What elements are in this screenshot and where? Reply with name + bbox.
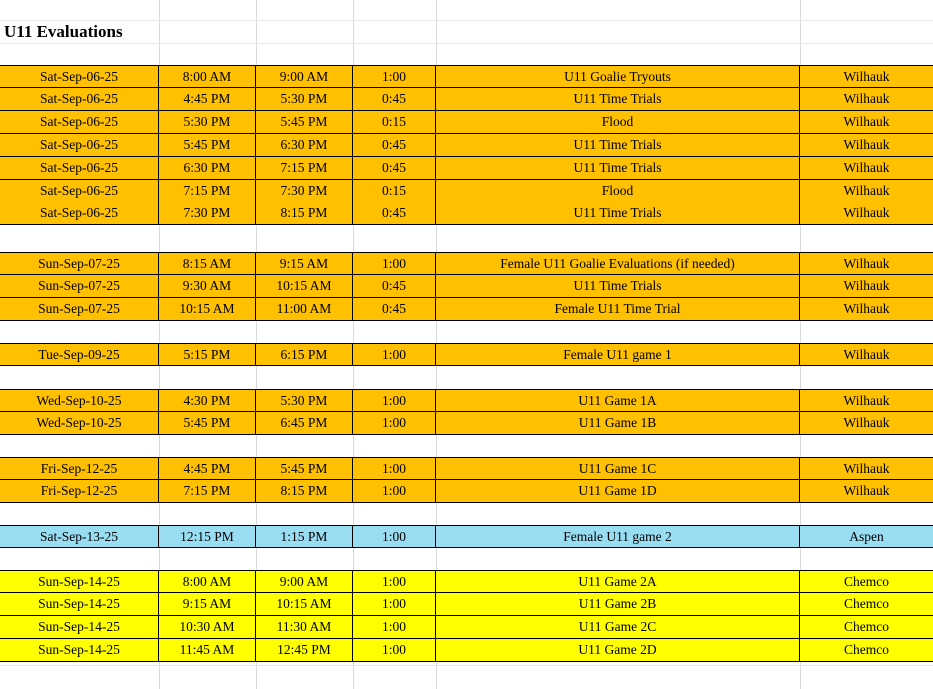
start-time-cell[interactable]: 4:30 PM bbox=[159, 389, 256, 412]
event-cell[interactable]: U11 Game 1C bbox=[436, 457, 800, 480]
duration-cell[interactable]: 1:00 bbox=[353, 457, 436, 480]
event-cell[interactable]: Female U11 game 1 bbox=[436, 343, 800, 366]
duration-cell[interactable]: 1:00 bbox=[353, 616, 436, 639]
schedule-row bbox=[0, 525, 933, 548]
schedule-row bbox=[0, 480, 933, 503]
event-cell[interactable]: U11 Game 2C bbox=[436, 616, 800, 639]
arena-cell[interactable]: Wilhauk bbox=[800, 134, 933, 157]
start-time-cell[interactable]: 10:15 AM bbox=[159, 298, 256, 321]
event-cell[interactable]: U11 Time Trials bbox=[436, 157, 800, 180]
schedule-row bbox=[0, 570, 933, 593]
end-time-cell[interactable]: 8:15 PM bbox=[256, 202, 353, 225]
date-cell[interactable]: Sun-Sep-14-25 bbox=[0, 593, 159, 616]
date-cell[interactable]: Sun-Sep-14-25 bbox=[0, 616, 159, 639]
date-cell[interactable]: Sun-Sep-07-25 bbox=[0, 275, 159, 298]
start-time-cell[interactable]: 9:30 AM bbox=[159, 275, 256, 298]
end-time-cell[interactable]: 12:45 PM bbox=[256, 639, 353, 662]
date-cell[interactable]: Sun-Sep-07-25 bbox=[0, 298, 159, 321]
arena-cell[interactable]: Chemco bbox=[800, 593, 933, 616]
date-cell[interactable]: Fri-Sep-12-25 bbox=[0, 457, 159, 480]
duration-cell[interactable]: 1:00 bbox=[353, 252, 436, 275]
arena-cell[interactable]: Wilhauk bbox=[800, 298, 933, 321]
duration-cell[interactable]: 1:00 bbox=[353, 593, 436, 616]
date-cell[interactable]: Sun-Sep-14-25 bbox=[0, 570, 159, 593]
start-time-cell[interactable]: 9:15 AM bbox=[159, 593, 256, 616]
schedule-row bbox=[0, 180, 933, 203]
date-cell[interactable]: Sat-Sep-06-25 bbox=[0, 134, 159, 157]
event-cell[interactable]: U11 Game 1D bbox=[436, 480, 800, 503]
arena-cell[interactable]: Wilhauk bbox=[800, 157, 933, 180]
event-cell[interactable]: Flood bbox=[436, 180, 800, 203]
duration-cell[interactable]: 0:45 bbox=[353, 88, 436, 111]
duration-cell[interactable]: 0:45 bbox=[353, 275, 436, 298]
start-time-cell[interactable]: 7:30 PM bbox=[159, 202, 256, 225]
arena-cell[interactable]: Chemco bbox=[800, 616, 933, 639]
schedule-row bbox=[0, 252, 933, 275]
schedule-row bbox=[0, 343, 933, 366]
date-cell[interactable]: Sat-Sep-13-25 bbox=[0, 525, 159, 548]
start-time-cell[interactable]: 11:45 AM bbox=[159, 639, 256, 662]
end-time-cell[interactable]: 5:30 PM bbox=[256, 88, 353, 111]
schedule-row bbox=[0, 65, 933, 88]
end-time-cell[interactable]: 10:15 AM bbox=[256, 275, 353, 298]
arena-cell[interactable]: Chemco bbox=[800, 639, 933, 662]
event-cell[interactable]: U11 Game 1A bbox=[436, 389, 800, 412]
duration-cell[interactable]: 0:15 bbox=[353, 180, 436, 203]
arena-cell[interactable]: Wilhauk bbox=[800, 389, 933, 412]
start-time-cell[interactable]: 5:45 PM bbox=[159, 412, 256, 435]
arena-cell[interactable]: Aspen bbox=[800, 525, 933, 548]
duration-cell[interactable]: 0:15 bbox=[353, 111, 436, 134]
end-time-cell[interactable]: 11:30 AM bbox=[256, 616, 353, 639]
duration-cell[interactable]: 1:00 bbox=[353, 525, 436, 548]
date-cell[interactable]: Tue-Sep-09-25 bbox=[0, 343, 159, 366]
arena-cell[interactable]: Wilhauk bbox=[800, 343, 933, 366]
event-cell[interactable]: U11 Game 2A bbox=[436, 570, 800, 593]
event-cell[interactable]: Female U11 Time Trial bbox=[436, 298, 800, 321]
schedule-row bbox=[0, 202, 933, 225]
date-cell[interactable]: Fri-Sep-12-25 bbox=[0, 480, 159, 503]
end-time-cell[interactable]: 7:30 PM bbox=[256, 180, 353, 203]
arena-cell[interactable]: Wilhauk bbox=[800, 252, 933, 275]
schedule-row bbox=[0, 593, 933, 616]
date-cell[interactable]: Sat-Sep-06-25 bbox=[0, 180, 159, 203]
start-time-cell[interactable]: 8:00 AM bbox=[159, 65, 256, 88]
date-cell[interactable]: Sat-Sep-06-25 bbox=[0, 157, 159, 180]
schedule-row bbox=[0, 88, 933, 111]
arena-cell[interactable]: Wilhauk bbox=[800, 275, 933, 298]
end-time-cell[interactable]: 9:00 AM bbox=[256, 570, 353, 593]
start-time-cell[interactable]: 12:15 PM bbox=[159, 525, 256, 548]
arena-cell[interactable]: Chemco bbox=[800, 570, 933, 593]
event-cell[interactable]: U11 Game 2D bbox=[436, 639, 800, 662]
event-cell[interactable]: Flood bbox=[436, 111, 800, 134]
end-time-cell[interactable]: 10:15 AM bbox=[256, 593, 353, 616]
end-time-cell[interactable]: 5:30 PM bbox=[256, 389, 353, 412]
end-time-cell[interactable]: 6:45 PM bbox=[256, 412, 353, 435]
end-time-cell[interactable]: 9:00 AM bbox=[256, 65, 353, 88]
event-cell[interactable]: U11 Goalie Tryouts bbox=[436, 65, 800, 88]
end-time-cell[interactable]: 11:00 AM bbox=[256, 298, 353, 321]
date-cell[interactable]: Wed-Sep-10-25 bbox=[0, 389, 159, 412]
date-cell[interactable]: Sat-Sep-06-25 bbox=[0, 202, 159, 225]
event-cell[interactable]: U11 Time Trials bbox=[436, 88, 800, 111]
schedule-row bbox=[0, 275, 933, 298]
date-cell[interactable]: Wed-Sep-10-25 bbox=[0, 412, 159, 435]
event-cell[interactable]: U11 Time Trials bbox=[436, 275, 800, 298]
start-time-cell[interactable]: 4:45 PM bbox=[159, 457, 256, 480]
event-cell[interactable]: Female U11 game 2 bbox=[436, 525, 800, 548]
start-time-cell[interactable]: 4:45 PM bbox=[159, 88, 256, 111]
arena-cell[interactable]: Wilhauk bbox=[800, 480, 933, 503]
schedule-row bbox=[0, 616, 933, 639]
end-time-cell[interactable]: 5:45 PM bbox=[256, 457, 353, 480]
duration-cell[interactable]: 1:00 bbox=[353, 389, 436, 412]
end-time-cell[interactable]: 6:30 PM bbox=[256, 134, 353, 157]
start-time-cell[interactable]: 5:15 PM bbox=[159, 343, 256, 366]
duration-cell[interactable]: 0:45 bbox=[353, 134, 436, 157]
schedule-row bbox=[0, 111, 933, 134]
start-time-cell[interactable]: 10:30 AM bbox=[159, 616, 256, 639]
start-time-cell[interactable]: 8:15 AM bbox=[159, 252, 256, 275]
duration-cell[interactable]: 0:45 bbox=[353, 298, 436, 321]
schedule-row bbox=[0, 639, 933, 662]
end-time-cell[interactable]: 6:15 PM bbox=[256, 343, 353, 366]
schedule-row bbox=[0, 389, 933, 412]
event-cell[interactable]: Female U11 Goalie Evaluations (if needed) bbox=[436, 252, 800, 275]
date-cell[interactable]: Sat-Sep-06-25 bbox=[0, 65, 159, 88]
end-time-cell[interactable]: 9:15 AM bbox=[256, 252, 353, 275]
duration-cell[interactable]: 1:00 bbox=[353, 570, 436, 593]
start-time-cell[interactable]: 5:30 PM bbox=[159, 111, 256, 134]
duration-cell[interactable]: 1:00 bbox=[353, 343, 436, 366]
schedule-row bbox=[0, 412, 933, 435]
event-cell[interactable]: U11 Time Trials bbox=[436, 202, 800, 225]
end-time-cell[interactable]: 7:15 PM bbox=[256, 157, 353, 180]
schedule-row bbox=[0, 298, 933, 321]
date-cell[interactable]: Sat-Sep-06-25 bbox=[0, 88, 159, 111]
duration-cell[interactable]: 1:00 bbox=[353, 639, 436, 662]
start-time-cell[interactable]: 5:45 PM bbox=[159, 134, 256, 157]
duration-cell[interactable]: 1:00 bbox=[353, 412, 436, 435]
arena-cell[interactable]: Wilhauk bbox=[800, 412, 933, 435]
date-cell[interactable]: Sun-Sep-07-25 bbox=[0, 252, 159, 275]
arena-cell[interactable]: Wilhauk bbox=[800, 202, 933, 225]
end-time-cell[interactable]: 8:15 PM bbox=[256, 480, 353, 503]
date-cell[interactable]: Sun-Sep-14-25 bbox=[0, 639, 159, 662]
event-cell[interactable]: U11 Game 2B bbox=[436, 593, 800, 616]
end-time-cell[interactable]: 5:45 PM bbox=[256, 111, 353, 134]
date-cell[interactable]: Sat-Sep-06-25 bbox=[0, 111, 159, 134]
arena-cell[interactable]: Wilhauk bbox=[800, 65, 933, 88]
duration-cell[interactable]: 1:00 bbox=[353, 65, 436, 88]
start-time-cell[interactable]: 7:15 PM bbox=[159, 180, 256, 203]
duration-cell[interactable]: 0:45 bbox=[353, 202, 436, 225]
schedule-row bbox=[0, 134, 933, 157]
start-time-cell[interactable]: 6:30 PM bbox=[159, 157, 256, 180]
event-cell[interactable]: U11 Game 1B bbox=[436, 412, 800, 435]
start-time-cell[interactable]: 8:00 AM bbox=[159, 570, 256, 593]
arena-cell[interactable]: Wilhauk bbox=[800, 457, 933, 480]
schedule-row bbox=[0, 157, 933, 180]
event-cell[interactable]: U11 Time Trials bbox=[436, 134, 800, 157]
duration-cell[interactable]: 0:45 bbox=[353, 157, 436, 180]
start-time-cell[interactable]: 7:15 PM bbox=[159, 480, 256, 503]
schedule-row bbox=[0, 457, 933, 480]
sheet-title[interactable]: U11 Evaluations bbox=[4, 22, 123, 41]
arena-cell[interactable]: Wilhauk bbox=[800, 88, 933, 111]
arena-cell[interactable]: Wilhauk bbox=[800, 111, 933, 134]
arena-cell[interactable]: Wilhauk bbox=[800, 180, 933, 203]
duration-cell[interactable]: 1:00 bbox=[353, 480, 436, 503]
end-time-cell[interactable]: 1:15 PM bbox=[256, 525, 353, 548]
